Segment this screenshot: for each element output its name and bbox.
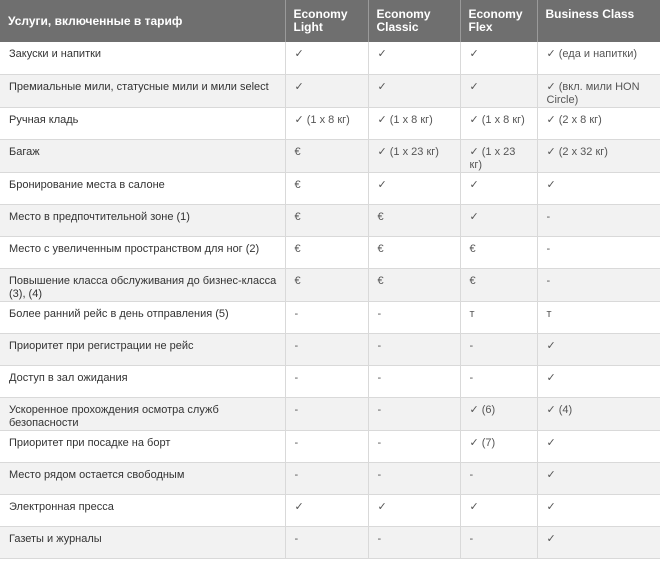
business-class-value: ✓ (вкл. мили HON Circle) bbox=[537, 74, 660, 107]
economy-flex-value: - bbox=[460, 526, 537, 558]
table-row bbox=[0, 172, 660, 204]
service-label: Приоритет при регистрации не рейс bbox=[0, 333, 285, 365]
economy-light-value: ✓ bbox=[285, 494, 368, 526]
table-row bbox=[0, 107, 660, 139]
business-class-value: ✓ bbox=[537, 526, 660, 558]
service-label: Ускоренное прохождения осмотра служб безопасности bbox=[0, 397, 285, 430]
economy-flex-value: - bbox=[460, 365, 537, 397]
business-class-value: ✓ bbox=[537, 494, 660, 526]
business-class-value: ✓ bbox=[537, 172, 660, 204]
economy-classic-value: ✓ bbox=[368, 74, 460, 107]
business-class-value: ✓ bbox=[537, 430, 660, 462]
table-row bbox=[0, 204, 660, 236]
business-class-value: - bbox=[537, 204, 660, 236]
business-class-value: ✓ bbox=[537, 333, 660, 365]
economy-classic-value: € bbox=[368, 236, 460, 268]
economy-light-value: - bbox=[285, 397, 368, 430]
economy-classic-value: - bbox=[368, 301, 460, 333]
business-class-value: ✓ (2 x 32 кг) bbox=[537, 139, 660, 172]
table-body bbox=[0, 42, 660, 558]
economy-light-value: - bbox=[285, 430, 368, 462]
economy-light-value: ✓ (1 x 8 кг) bbox=[285, 107, 368, 139]
business-class-value: - bbox=[537, 236, 660, 268]
economy-classic-value: ✓ (1 x 8 кг) bbox=[368, 107, 460, 139]
header-economy-flex: Economy Flex bbox=[460, 0, 537, 42]
economy-light-value: ✓ bbox=[285, 74, 368, 107]
service-label: Более ранний рейс в день отправления (5) bbox=[0, 301, 285, 333]
economy-classic-value: - bbox=[368, 365, 460, 397]
service-label: Премиальные мили, статусные мили и мили select bbox=[0, 74, 285, 107]
economy-flex-value: ✓ (7) bbox=[460, 430, 537, 462]
service-label: Место рядом остается свободным bbox=[0, 462, 285, 494]
header-services: Услуги, включенные в тариф bbox=[0, 0, 285, 42]
economy-classic-value: ✓ bbox=[368, 494, 460, 526]
economy-classic-value: - bbox=[368, 333, 460, 365]
economy-classic-value: ✓ bbox=[368, 172, 460, 204]
economy-classic-value: - bbox=[368, 430, 460, 462]
economy-flex-value: € bbox=[460, 236, 537, 268]
economy-flex-value: т bbox=[460, 301, 537, 333]
economy-classic-value: € bbox=[368, 268, 460, 301]
economy-classic-value: ✓ (1 x 23 кг) bbox=[368, 139, 460, 172]
economy-classic-value: - bbox=[368, 526, 460, 558]
table-row bbox=[0, 236, 660, 268]
economy-light-value: € bbox=[285, 236, 368, 268]
economy-light-value: € bbox=[285, 204, 368, 236]
service-label: Повышение класса обслуживания до бизнес-класса (3), (4) bbox=[0, 268, 285, 301]
table-row bbox=[0, 430, 660, 462]
service-label: Багаж bbox=[0, 139, 285, 172]
economy-light-value: € bbox=[285, 139, 368, 172]
business-class-value: - bbox=[537, 268, 660, 301]
business-class-value: ✓ (4) bbox=[537, 397, 660, 430]
service-label: Приоритет при посадке на борт bbox=[0, 430, 285, 462]
table-row bbox=[0, 333, 660, 365]
service-label: Электронная пресса bbox=[0, 494, 285, 526]
header-economy-light: Economy Light bbox=[285, 0, 368, 42]
table-row bbox=[0, 74, 660, 107]
business-class-value: т bbox=[537, 301, 660, 333]
economy-flex-value: - bbox=[460, 462, 537, 494]
economy-classic-value: € bbox=[368, 204, 460, 236]
economy-light-value: - bbox=[285, 462, 368, 494]
table-row bbox=[0, 526, 660, 558]
economy-flex-value: ✓ bbox=[460, 74, 537, 107]
table-row bbox=[0, 42, 660, 74]
economy-flex-value: ✓ bbox=[460, 204, 537, 236]
table-header bbox=[0, 0, 660, 42]
business-class-value: ✓ bbox=[537, 365, 660, 397]
service-label: Газеты и журналы bbox=[0, 526, 285, 558]
service-label: Ручная кладь bbox=[0, 107, 285, 139]
economy-light-value: - bbox=[285, 365, 368, 397]
economy-light-value: - bbox=[285, 526, 368, 558]
table-row bbox=[0, 139, 660, 172]
economy-flex-value: ✓ bbox=[460, 172, 537, 204]
economy-classic-value: - bbox=[368, 462, 460, 494]
economy-light-value: ✓ bbox=[285, 42, 368, 74]
economy-classic-value: - bbox=[368, 397, 460, 430]
economy-flex-value: ✓ bbox=[460, 494, 537, 526]
table-row bbox=[0, 397, 660, 430]
economy-classic-value: ✓ bbox=[368, 42, 460, 74]
economy-flex-value: ✓ (1 x 23 кг) bbox=[460, 139, 537, 172]
economy-flex-value: ✓ (1 x 8 кг) bbox=[460, 107, 537, 139]
business-class-value: ✓ (еда и напитки) bbox=[537, 42, 660, 74]
header-economy-classic: Economy Classic bbox=[368, 0, 460, 42]
table-row bbox=[0, 462, 660, 494]
service-label: Место с увеличенным пространством для ног (2) bbox=[0, 236, 285, 268]
economy-flex-value: € bbox=[460, 268, 537, 301]
economy-flex-value: ✓ (6) bbox=[460, 397, 537, 430]
economy-light-value: € bbox=[285, 172, 368, 204]
business-class-value: ✓ (2 x 8 кг) bbox=[537, 107, 660, 139]
economy-flex-value: - bbox=[460, 333, 537, 365]
service-label: Закуски и напитки bbox=[0, 42, 285, 74]
economy-flex-value: ✓ bbox=[460, 42, 537, 74]
table-row bbox=[0, 494, 660, 526]
service-label: Бронирование места в салоне bbox=[0, 172, 285, 204]
header-row bbox=[0, 0, 660, 42]
economy-light-value: - bbox=[285, 301, 368, 333]
business-class-value: ✓ bbox=[537, 462, 660, 494]
header-business-class: Business Class bbox=[537, 0, 660, 42]
service-label: Доступ в зал ожидания bbox=[0, 365, 285, 397]
table-row bbox=[0, 365, 660, 397]
table-row bbox=[0, 301, 660, 333]
economy-light-value: € bbox=[285, 268, 368, 301]
economy-light-value: - bbox=[285, 333, 368, 365]
table-row bbox=[0, 268, 660, 301]
service-label: Место в предпочтительной зоне (1) bbox=[0, 204, 285, 236]
